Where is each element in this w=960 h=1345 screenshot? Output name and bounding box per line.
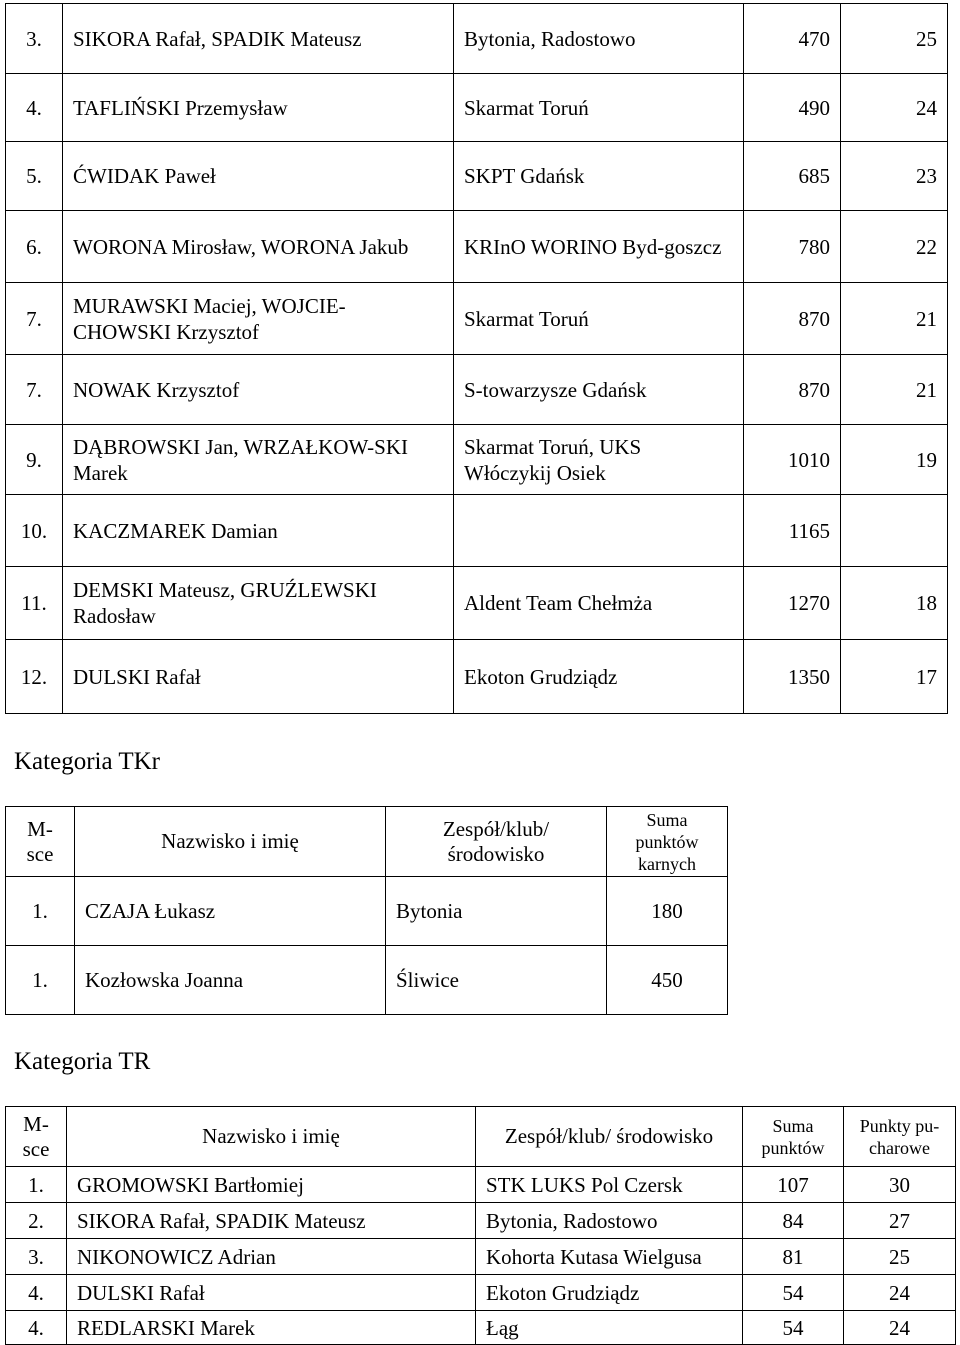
points-cell: 470: [744, 4, 841, 74]
table-row: [6, 1311, 956, 1345]
name-cell: DULSKI Rafał: [67, 1275, 476, 1311]
cup-points-cell: 23: [841, 142, 948, 211]
name-cell: SIKORA Rafał, SPADIK Mateusz: [63, 4, 454, 74]
table-row: [6, 283, 948, 355]
place-cell: 1.: [6, 1167, 67, 1203]
team-cell: Skarmat Toruń: [454, 283, 744, 355]
place-cell: 3.: [6, 4, 63, 74]
name-cell: NOWAK Krzysztof: [63, 355, 454, 425]
team-cell: Bytonia: [386, 877, 607, 946]
table-row: [6, 142, 948, 211]
cup-points-cell: 24: [844, 1275, 956, 1311]
table-row: [6, 946, 728, 1015]
cup-points-cell: 30: [844, 1167, 956, 1203]
name-cell: NIKONOWICZ Adrian: [67, 1239, 476, 1275]
place-cell: 11.: [6, 567, 63, 640]
team-cell: Bytonia, Radostowo: [476, 1203, 743, 1239]
points-cell: 1270: [744, 567, 841, 640]
table-row: [6, 211, 948, 283]
table-row: [6, 1167, 956, 1203]
points-cell: 81: [743, 1239, 844, 1275]
team-cell: Śliwice: [386, 946, 607, 1015]
place-cell: 6.: [6, 211, 63, 283]
name-cell: KACZMAREK Damian: [63, 495, 454, 567]
team-cell: KRInO WORINO Byd-goszcz: [454, 211, 744, 283]
name-cell: DĄBROWSKI Jan, WRZAŁKOW-SKI Marek: [63, 425, 454, 495]
header-penalty-points: Suma punktów karnych: [607, 807, 728, 877]
points-cell: 870: [744, 355, 841, 425]
place-cell: 10.: [6, 495, 63, 567]
table-row: [6, 74, 948, 142]
place-cell: 5.: [6, 142, 63, 211]
results-table-tr: [5, 1106, 956, 1345]
table-row: [6, 355, 948, 425]
cup-points-cell: 22: [841, 211, 948, 283]
points-cell: 450: [607, 946, 728, 1015]
points-cell: 1010: [744, 425, 841, 495]
section-title-tkr: Kategoria TKr: [14, 748, 161, 775]
table-row: [6, 1239, 956, 1275]
points-cell: 180: [607, 877, 728, 946]
header-name: Nazwisko i imię: [67, 1107, 476, 1167]
place-cell: 7.: [6, 283, 63, 355]
table-row: [6, 425, 948, 495]
header-name: Nazwisko i imię: [75, 807, 386, 877]
points-cell: 1350: [744, 640, 841, 714]
results-table-tkr: [5, 806, 728, 1015]
points-cell: 54: [743, 1275, 844, 1311]
name-cell: CZAJA Łukasz: [75, 877, 386, 946]
place-cell: 12.: [6, 640, 63, 714]
team-cell: Ekoton Grudziądz: [476, 1275, 743, 1311]
name-cell: Kozłowska Joanna: [75, 946, 386, 1015]
team-cell: STK LUKS Pol Czersk: [476, 1167, 743, 1203]
place-cell: 2.: [6, 1203, 67, 1239]
place-cell: 4.: [6, 74, 63, 142]
table-row: [6, 1275, 956, 1311]
table-header-row: [6, 1107, 956, 1167]
place-cell: 7.: [6, 355, 63, 425]
points-cell: 1165: [744, 495, 841, 567]
table-row: [6, 4, 948, 74]
header-cup-points: Punkty pu-charowe: [844, 1107, 956, 1167]
team-cell: S-towarzysze Gdańsk: [454, 355, 744, 425]
place-cell: 1.: [6, 877, 75, 946]
place-cell: 3.: [6, 1239, 67, 1275]
table-header-row: [6, 807, 728, 877]
points-cell: 685: [744, 142, 841, 211]
header-place: M-sce: [6, 807, 75, 877]
team-cell: Ekoton Grudziądz: [454, 640, 744, 714]
team-cell: Skarmat Toruń, UKS Włóczykij Osiek: [454, 425, 744, 495]
header-team: Zespół/klub/ środowisko: [386, 807, 607, 877]
table-row: [6, 877, 728, 946]
points-cell: 107: [743, 1167, 844, 1203]
name-cell: GROMOWSKI Bartłomiej: [67, 1167, 476, 1203]
results-table-continued: [5, 3, 948, 714]
points-cell: 54: [743, 1311, 844, 1345]
team-cell: Kohorta Kutasa Wielgusa: [476, 1239, 743, 1275]
cup-points-cell: 27: [844, 1203, 956, 1239]
name-cell: SIKORA Rafał, SPADIK Mateusz: [67, 1203, 476, 1239]
table-row: [6, 495, 948, 567]
cup-points-cell: 24: [841, 74, 948, 142]
header-sum-points: Suma punktów: [743, 1107, 844, 1167]
place-cell: 4.: [6, 1275, 67, 1311]
cup-points-cell: 21: [841, 355, 948, 425]
section-title-tr: Kategoria TR: [14, 1048, 151, 1075]
team-cell: Aldent Team Chełmża: [454, 567, 744, 640]
header-place: M-sce: [6, 1107, 67, 1167]
points-cell: 84: [743, 1203, 844, 1239]
cup-points-cell: 25: [841, 4, 948, 74]
name-cell: TAFLIŃSKI Przemysław: [63, 74, 454, 142]
points-cell: 490: [744, 74, 841, 142]
team-cell: [454, 495, 744, 567]
header-team: Zespół/klub/ środowisko: [476, 1107, 743, 1167]
name-cell: MURAWSKI Maciej, WOJCIE-CHOWSKI Krzysztof: [63, 283, 454, 355]
cup-points-cell: [841, 495, 948, 567]
name-cell: WORONA Mirosław, WORONA Jakub: [63, 211, 454, 283]
cup-points-cell: 25: [844, 1239, 956, 1275]
cup-points-cell: 18: [841, 567, 948, 640]
team-cell: Łąg: [476, 1311, 743, 1345]
points-cell: 780: [744, 211, 841, 283]
table-row: [6, 1203, 956, 1239]
points-cell: 870: [744, 283, 841, 355]
team-cell: Bytonia, Radostowo: [454, 4, 744, 74]
cup-points-cell: 19: [841, 425, 948, 495]
cup-points-cell: 24: [844, 1311, 956, 1345]
place-cell: 9.: [6, 425, 63, 495]
name-cell: ĆWIDAK Paweł: [63, 142, 454, 211]
name-cell: DULSKI Rafał: [63, 640, 454, 714]
team-cell: SKPT Gdańsk: [454, 142, 744, 211]
cup-points-cell: 21: [841, 283, 948, 355]
cup-points-cell: 17: [841, 640, 948, 714]
table-row: [6, 640, 948, 714]
place-cell: 4.: [6, 1311, 67, 1345]
name-cell: DEMSKI Mateusz, GRUŹLEWSKI Radosław: [63, 567, 454, 640]
name-cell: REDLARSKI Marek: [67, 1311, 476, 1345]
place-cell: 1.: [6, 946, 75, 1015]
table-row: [6, 567, 948, 640]
team-cell: Skarmat Toruń: [454, 74, 744, 142]
